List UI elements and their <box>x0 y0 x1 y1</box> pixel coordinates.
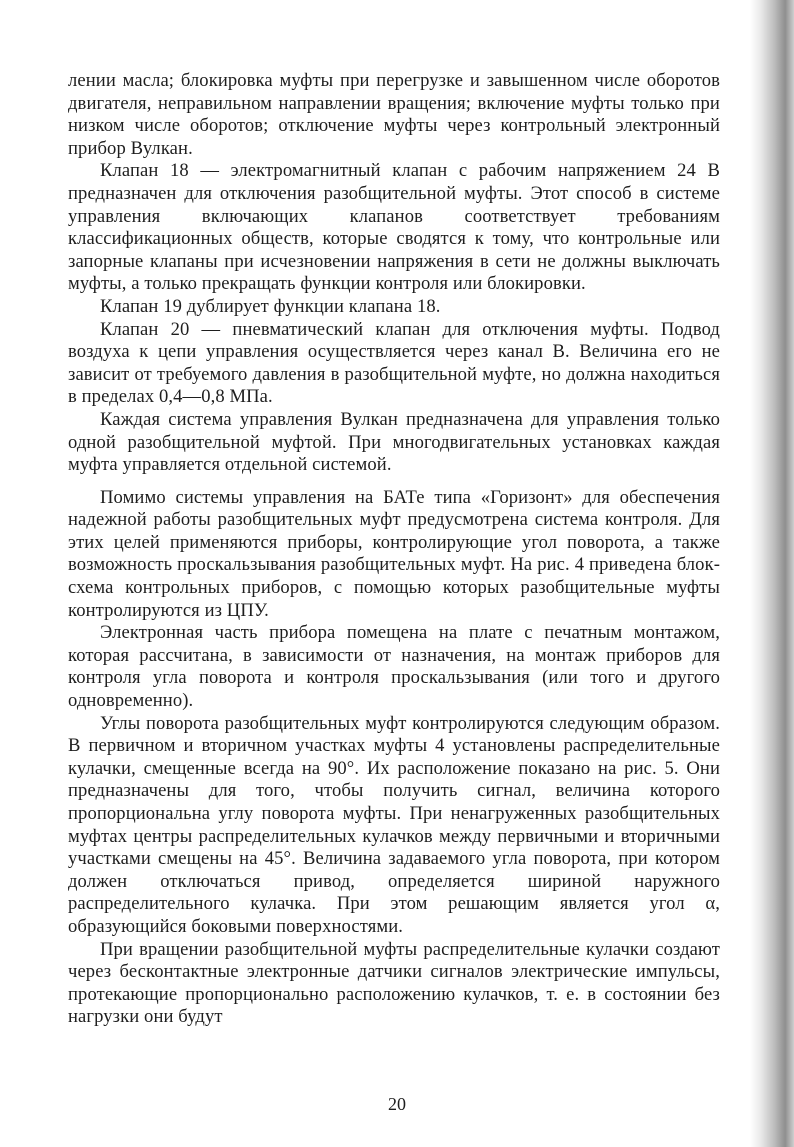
paragraph-continuation: лении масла; блокировка муфты при перегрузке и завышенном числе оборотов двигателя, неправильном направлении вращения; включение муфты только при низком числе оборотов; отключение муфты через контрольный электронный прибор Вулкан. <box>68 70 720 159</box>
paragraph-electronics: Электронная часть прибора помещена на плате с печатным монтажом, которая рассчитана, в зависимости от назначения, на монтаж приборов для контроля угла поворота и контроля проскальзывания (или того и другого одновременно). <box>68 622 720 712</box>
text-column <box>68 70 720 1029</box>
paragraph-control-system: Каждая система управления Вулкан предназначена для управления только одной разобщительной муфтой. При многодвигательных установках каждая муфта управляется отдельной системой. <box>68 408 720 476</box>
paragraph-cam-rotation: При вращении разобщительной муфты распределительные кулачки создают через бесконтактные электронные датчики сигналов электрические импульсы, протекающие пропорционально расположению кулачков, т. е. в состоянии без нагрузки они будут <box>68 938 720 1028</box>
paragraph-valve-18: Клапан 18 — электромагнитный клапан с рабочим напряжением 24 В предназначен для отключения разобщительной муфты. Этот способ в системе управления включающих клапанов соответствует требованиям классификационных обществ, которые сводятся к тому, что контрольные или запорные клапаны при исчезновении напряжения в сети не должны выключать муфты, а только прекращать функции контроля или блокировки. <box>68 160 720 295</box>
page-number: 20 <box>388 1094 406 1114</box>
paragraph-monitoring-system: Помимо системы управления на БАТе типа «Горизонт» для обеспечения надежной работы разобщительных муфт предусмотрена система контроля. Для этих целей применяются приборы, контролирующие угол поворота, а также возможность проскальзывания разобщительных муфт. На рис. 4 приведена блок-схема контрольных приборов, с помощью которых разобщительные муфты контролируются из ЦПУ. <box>68 486 720 621</box>
page-edge-shadow <box>750 0 794 1147</box>
paragraph-valve-19: Клапан 19 дублирует функции клапана 18. <box>100 295 441 317</box>
paragraph-valve-20: Клапан 20 — пневматический клапан для отключения муфты. Подвод воздуха к цепи управления осуществляется через канал В. Величина его не зависит от требуемого давления в разобщительной муфте, но должна находиться в пределах 0,4—0,8 МПа. <box>68 318 720 408</box>
paragraph-rotation-angles: Углы поворота разобщительных муфт контролируются следующим образом. В первичном и вторичном участках муфты 4 установлены распределительные кулачки, смещенные всегда на 90°. Их расположение показано на рис. 5. Они предназначены для того, чтобы получить сигнал, величина которого пропорциональна углу поворота муфты. При ненагруженных разобщительных муфтах центры распределительных кулачков между первичными и вторичными участками смещены на 45°. Величина задаваемого угла поворота, при котором должен отключаться привод, определяется шириной наружного распределительного кулачка. При этом решающим является угол α, образующийся боковыми поверхностями. <box>68 712 720 937</box>
